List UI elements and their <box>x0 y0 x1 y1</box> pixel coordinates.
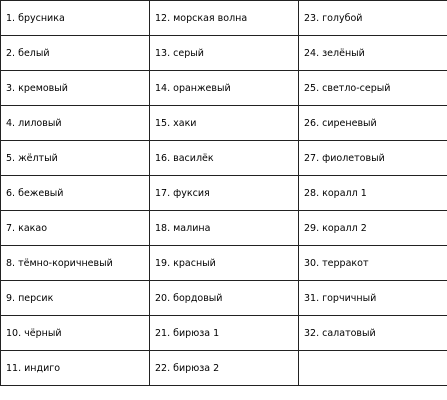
table-row <box>1 246 447 281</box>
table-cell: 19. красный <box>150 246 299 281</box>
table-cell: 2. белый <box>1 36 150 71</box>
table-cell: 31. горчичный <box>299 281 447 316</box>
table-cell: 11. индиго <box>1 351 150 386</box>
table-cell: 12. морская волна <box>150 1 299 36</box>
table-cell: 22. бирюза 2 <box>150 351 299 386</box>
table-cell: 18. малина <box>150 211 299 246</box>
table-cell: 6. бежевый <box>1 176 150 211</box>
table-row <box>1 36 447 71</box>
table-row <box>1 106 447 141</box>
table-cell: 24. зелёный <box>299 36 447 71</box>
table-cell: 28. коралл 1 <box>299 176 447 211</box>
table-cell: 20. бордовый <box>150 281 299 316</box>
table-row <box>1 316 447 351</box>
table-row <box>1 351 447 386</box>
table-cell: 15. хаки <box>150 106 299 141</box>
table-cell: 16. василёк <box>150 141 299 176</box>
table-cell: 25. светло-серый <box>299 71 447 106</box>
table-cell: 9. персик <box>1 281 150 316</box>
table-row <box>1 176 447 211</box>
table-cell: 1. брусника <box>1 1 150 36</box>
table-row <box>1 71 447 106</box>
table-cell: 29. коралл 2 <box>299 211 447 246</box>
table-cell: 4. лиловый <box>1 106 150 141</box>
table-cell: 7. какао <box>1 211 150 246</box>
table-cell: 27. фиолетовый <box>299 141 447 176</box>
color-names-table-body <box>1 1 447 386</box>
table-row <box>1 211 447 246</box>
table-cell: 10. чёрный <box>1 316 150 351</box>
table-cell: 32. салатовый <box>299 316 447 351</box>
table-cell: 14. оранжевый <box>150 71 299 106</box>
table-cell-empty <box>299 351 447 386</box>
table-cell: 5. жёлтый <box>1 141 150 176</box>
table-cell: 8. тёмно-коричневый <box>1 246 150 281</box>
table-cell: 23. голубой <box>299 1 447 36</box>
table-row <box>1 141 447 176</box>
table-cell: 17. фуксия <box>150 176 299 211</box>
table-row <box>1 281 447 316</box>
table-cell: 13. серый <box>150 36 299 71</box>
table-cell: 3. кремовый <box>1 71 150 106</box>
table-cell: 30. терракот <box>299 246 447 281</box>
table-cell: 21. бирюза 1 <box>150 316 299 351</box>
table-cell: 26. сиреневый <box>299 106 447 141</box>
table-row <box>1 1 447 36</box>
